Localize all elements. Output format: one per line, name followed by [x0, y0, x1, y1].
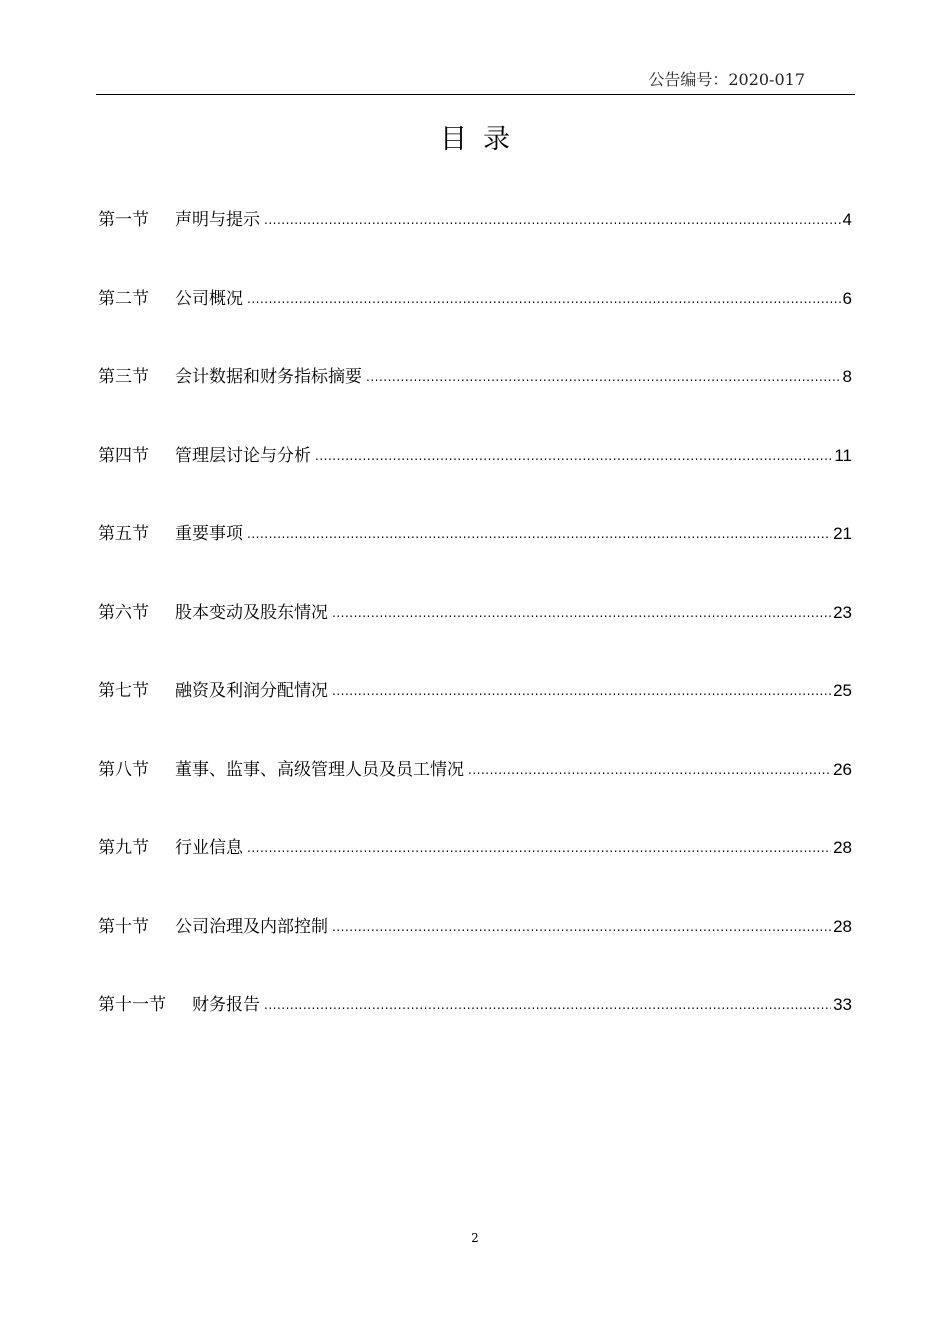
toc-entry[interactable] — [98, 756, 852, 784]
toc-entry[interactable] — [98, 520, 852, 548]
toc-heading: 融资及利润分配情况 — [175, 681, 328, 701]
toc-section-number: 第三节 — [98, 367, 149, 387]
toc-heading: 股本变动及股东情况 — [175, 603, 328, 623]
toc-entry[interactable] — [98, 442, 852, 470]
header-divider — [96, 94, 855, 95]
toc-entry[interactable] — [98, 363, 852, 391]
toc-section-number: 第六节 — [98, 603, 149, 623]
page-number: 2 — [471, 1231, 479, 1245]
toc-section-number: 第一节 — [98, 210, 149, 230]
toc-entry[interactable] — [98, 677, 852, 705]
toc-dot-leader — [247, 520, 831, 548]
toc-dot-leader — [366, 363, 841, 391]
toc-heading: 董事、监事、高级管理人员及员工情况 — [175, 760, 464, 780]
toc-section-number: 第七节 — [98, 681, 149, 701]
toc-heading: 管理层讨论与分析 — [175, 446, 311, 466]
toc-section-number: 第五节 — [98, 524, 149, 544]
toc-section-number: 第九节 — [98, 838, 149, 858]
toc-heading: 公司治理及内部控制 — [175, 917, 328, 937]
toc-dot-leader — [247, 285, 841, 313]
toc-page-number: 11 — [834, 446, 852, 465]
toc-dot-leader — [247, 834, 831, 862]
toc-dot-leader — [332, 677, 831, 705]
toc-heading: 公司概况 — [175, 289, 243, 309]
toc-page-number: 33 — [833, 995, 852, 1014]
toc-entry[interactable] — [98, 206, 852, 234]
toc-entry[interactable] — [98, 913, 852, 941]
toc-page-number: 8 — [842, 367, 852, 386]
toc-title: 目录 — [440, 124, 526, 155]
toc-page-number: 4 — [842, 210, 852, 229]
toc-page-number: 26 — [833, 760, 852, 779]
toc-page-number: 23 — [833, 603, 852, 622]
toc-page-number: 28 — [833, 917, 852, 936]
toc-heading: 重要事项 — [175, 524, 243, 544]
toc-section-number: 第十一节 — [98, 995, 166, 1015]
toc-entry[interactable] — [98, 834, 852, 862]
toc-section-number: 第四节 — [98, 446, 149, 466]
toc-heading: 会计数据和财务指标摘要 — [175, 367, 362, 387]
toc-dot-leader — [332, 599, 831, 627]
toc-heading: 财务报告 — [192, 995, 260, 1015]
toc-section-number: 第十节 — [98, 917, 149, 937]
toc-page-number: 21 — [833, 524, 852, 543]
toc-dot-leader — [264, 991, 831, 1019]
toc-entry[interactable] — [98, 991, 852, 1019]
toc-entry[interactable] — [98, 599, 852, 627]
toc-dot-leader — [264, 206, 841, 234]
toc-dot-leader — [332, 913, 831, 941]
announcement-number: 公告编号：2020-017 — [648, 70, 805, 89]
toc-heading: 声明与提示 — [175, 210, 260, 230]
toc-dot-leader — [468, 756, 831, 784]
toc-section-number: 第二节 — [98, 289, 149, 309]
toc-page-number: 28 — [833, 838, 852, 857]
toc-dot-leader — [315, 442, 832, 470]
toc-entry[interactable] — [98, 285, 852, 313]
toc-heading: 行业信息 — [175, 838, 243, 858]
toc-section-number: 第八节 — [98, 760, 149, 780]
toc-page-number: 25 — [833, 681, 852, 700]
toc-page-number: 6 — [842, 289, 852, 308]
